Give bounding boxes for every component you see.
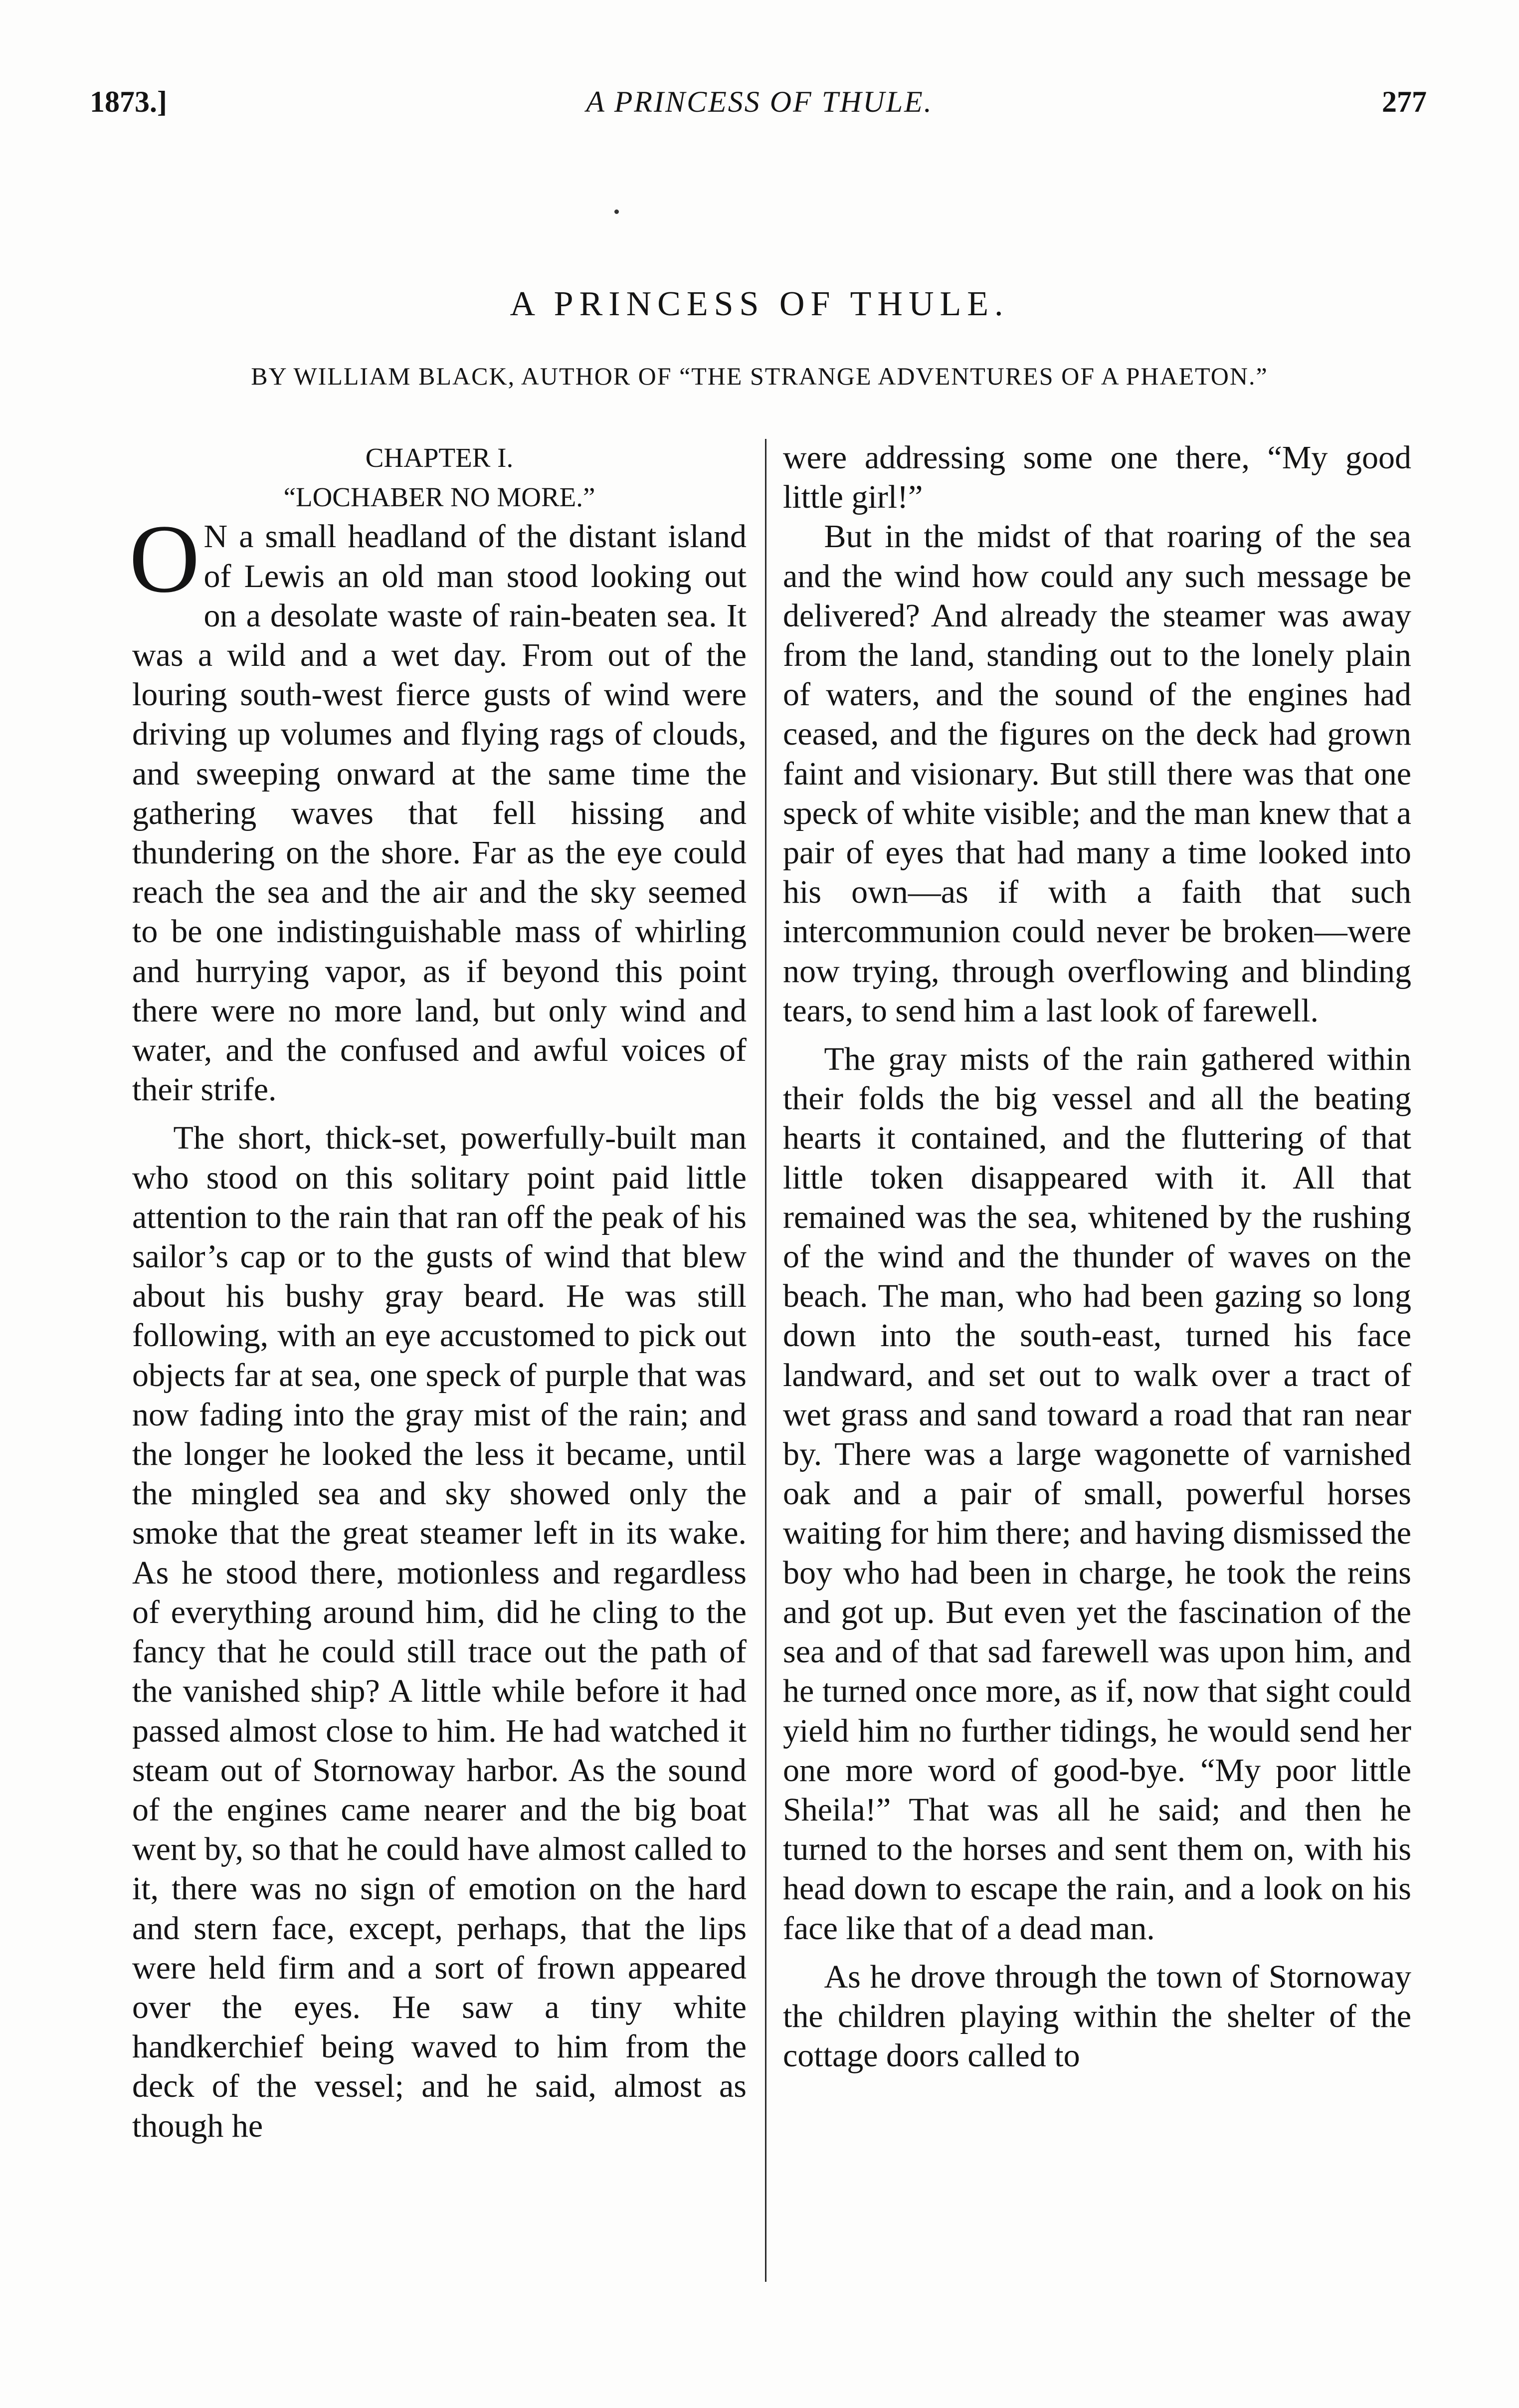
- paragraph-text: N a small headland of the distant island of Lewis an old man stood looking out on a desolate waste of rain-beaten sea. It was a wild and a wet day. From out of the louring south-west fierce gusts of wind were driving up volumes and flying rags of clouds, and sweeping onward at the same time the gathering waves that fell hissing and thundering on the shore. Far as the eye could reach the sea and the air and the sky seemed to be one indistinguishable mass of whirling and hurrying vapor, as if beyond this point there were no more land, but only wind and water, and the confused and awful voices of their strife.: [132, 518, 747, 1108]
- byline: BY WILLIAM BLACK, AUTHOR OF “THE STRANGE ADVENTURES OF A PHAETON.”: [251, 362, 1268, 390]
- running-head: [87, 85, 1432, 140]
- right-column: [783, 438, 1411, 2075]
- paragraph: But in the midst of that roaring of the sea and the wind how could any such message be delivered? And already the steamer was away from the land, standing out to the lonely plain of waters, and the sound of the engines had ceased, and the figures on the deck had grown faint and visionary. But still there was that one speck of white visible; and the man knew that a pair of eyes that had many a time looked into his own—as if with a faith that such intercommunion could never be broken—were now trying, through overflowing and blinding tears, to send him a last look of farewell.: [783, 518, 1411, 1029]
- page-number: 277: [1382, 85, 1427, 118]
- left-column: [129, 438, 747, 2146]
- paragraph: The gray mists of the rain gathered within their folds the big vessel and all the beating hearts it contained, and the fluttering of that little token disappeared with it. All that remained was the sea, whitened by the rushing of the wind and the thunder of waves on the beach. The man, who had been gazing so long down into the south-east, turned his face landward, and set out to walk over a tract of wet grass and sand toward a road that ran near by. There was a large wagonette of varnished oak and a pair of small, powerful horses waiting for him there; and having dismissed the boy who had been in charge, he took the reins and got up. But even yet the fascination of the sea and of that sad farewell was upon him, and he turned once more, as if, now that sight could yield him no further tidings, he would send her one more word of good-bye. “My poor little Sheila!” That was all he said; and then he turned to the horses and sent them on, with his head down to escape the rain, and a look on his face like that of a dead man.: [783, 1041, 1411, 1947]
- running-head-year: 1873.]: [90, 85, 167, 118]
- paragraph: were addressing some one there, “My good little girl!”: [783, 439, 1411, 516]
- running-head-title: A PRINCESS OF THULE.: [586, 85, 933, 118]
- article-title: A PRINCESS OF THULE.: [510, 285, 1009, 323]
- paragraph: [129, 505, 747, 1109]
- column-rule: [765, 439, 766, 2282]
- chapter-title: “LOCHABER NO MORE.”: [283, 482, 595, 513]
- paragraph: As he drove through the town of Stornoway the children playing within the shelter of the cottage doors called to: [783, 1958, 1411, 2074]
- drop-cap: O: [129, 505, 200, 613]
- chapter-number: CHAPTER I.: [365, 442, 514, 473]
- print-speck: [614, 209, 619, 214]
- paragraph: The short, thick-set, powerfully-built man who stood on this solitary point paid little attention to the rain that ran off the peak of his sailor’s cap or to the gusts of wind that blew about his bushy gray beard. He was still following, with an eye accustomed to pick out objects far at sea, one speck of purple that was now fading into the gray mist of the rain; and the longer he looked the less it became, until the mingled sea and sky showed only the smoke that the great steamer left in its wake. As he stood there, motionless and regardless of everything around him, did he cling to the fancy that he could still trace out the path of the vanished ship? A little while before it had passed almost close to him. He had watched it steam out of Stornoway harbor. As the sound of the engines came nearer and the big boat went by, so that he could have almost called to it, there was no sign of emotion on the hard and stern face, except, perhaps, that the lips were held firm and a sort of frown appeared over the eyes. He saw a tiny white handkerchief being waved to him from the deck of the vessel; and he said, almost as though he: [132, 1120, 747, 2144]
